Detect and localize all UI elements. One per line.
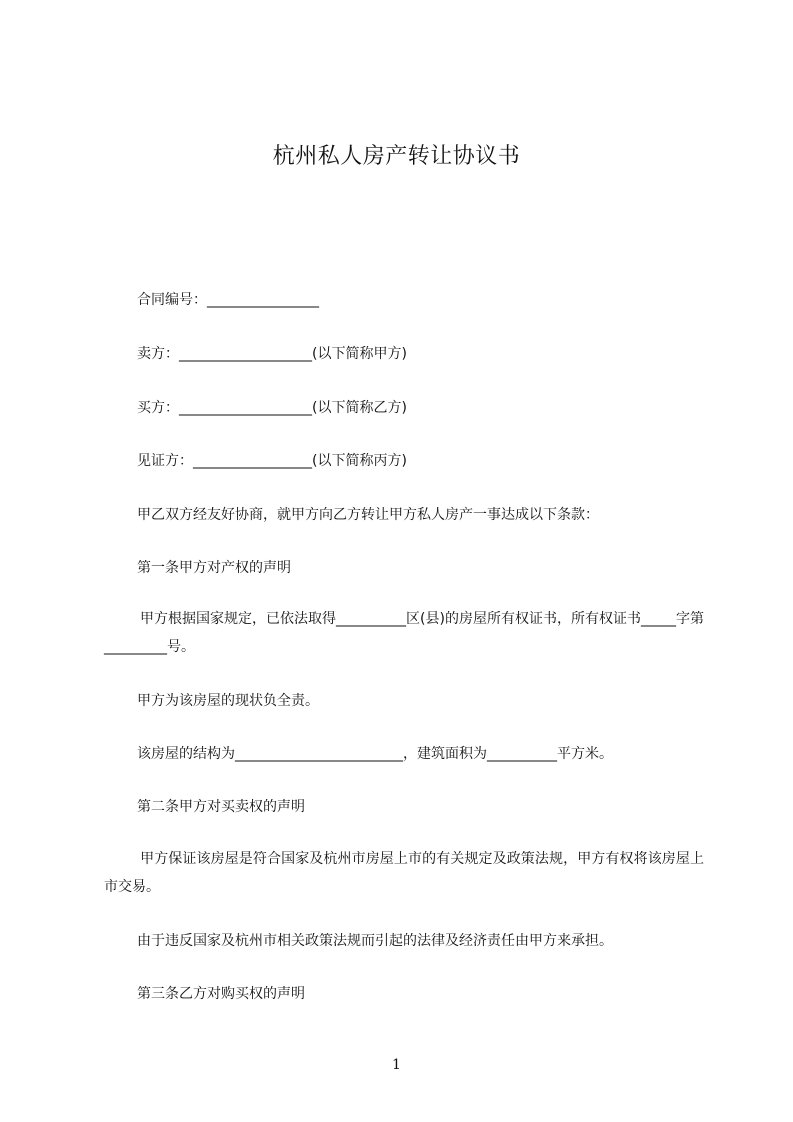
contract-number-line: 合同编号：________________ — [137, 292, 319, 308]
article-1-heading: 第一条甲方对产权的声明 — [137, 560, 291, 576]
article-2-paragraph-1 — [104, 845, 704, 901]
article-1-paragraph-3: 该房屋的结构为________________________，建筑面积为__________平方米。 — [137, 746, 613, 762]
page-number: 1 — [392, 1057, 401, 1073]
seller-line: 卖方：___________________(以下简称甲方) — [137, 346, 407, 362]
witness-line: 见证方：_________________(以下简称丙方) — [137, 453, 407, 469]
article-1-paragraph-1-text: 甲方根据国家规定，已依法取得__________区(县)的房屋所有权证书，所有权证书_____字第_________号。 — [104, 611, 704, 655]
article-2-heading: 第二条甲方对买卖权的声明 — [137, 799, 305, 815]
article-2-paragraph-1-text: 甲方保证该房屋是符合国家及杭州市房屋上市的有关规定及政策法规，甲方有权将该房屋上市交易。 — [104, 851, 704, 895]
intro-paragraph: 甲乙双方经友好协商，就甲方向乙方转让甲方私人房产一事达成以下条款： — [137, 507, 599, 523]
buyer-line: 买方：___________________(以下简称乙方) — [137, 400, 407, 416]
article-1-paragraph-1 — [104, 605, 704, 661]
document-title: 杭州私人房产转让协议书 — [272, 144, 521, 169]
article-3-heading: 第三条乙方对购买权的声明 — [137, 986, 305, 1002]
article-1-paragraph-2: 甲方为该房屋的现状负全责。 — [137, 693, 319, 709]
article-2-paragraph-2: 由于违反国家及杭州市相关政策法规而引起的法律及经济责任由甲方来承担。 — [137, 933, 613, 949]
